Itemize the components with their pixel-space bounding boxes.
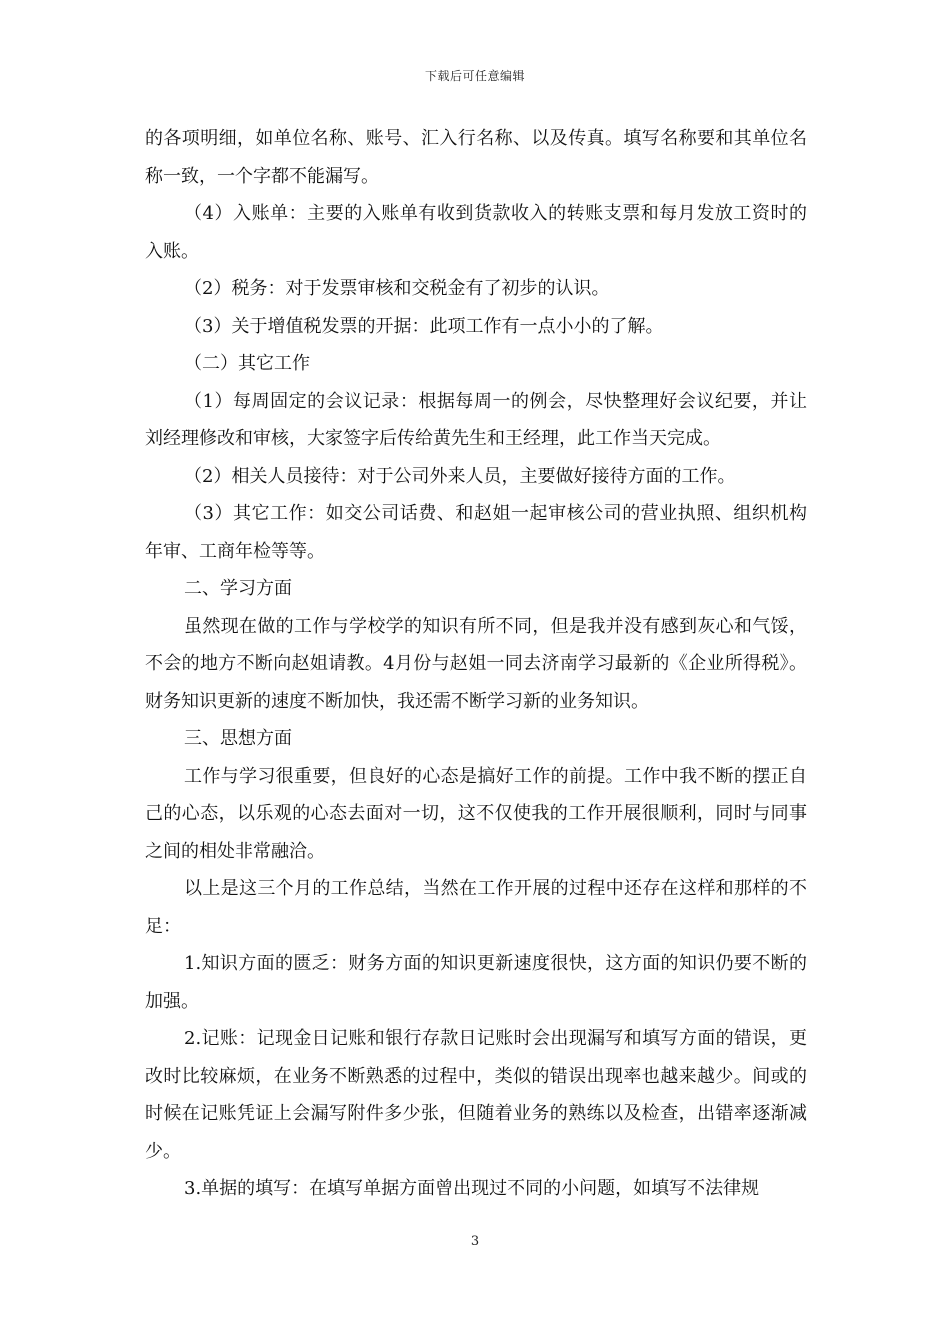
page-number: 3 bbox=[470, 1234, 480, 1249]
paragraph-2: （4）入账单：主要的入账单有收到货款收入的转账支票和每月发放工资时的入账。 bbox=[145, 203, 807, 262]
paragraph-3: （2）税务：对于发票审核和交税金有了初步的认识。 bbox=[184, 278, 610, 299]
section-heading-study: 二、学习方面 bbox=[184, 578, 292, 599]
paragraph-6: （1）每周固定的会议记录：根据每周一的例会，尽快整理好会议纪要，并让刘经理修改和审核，大家签字后传给黄先生和王经理，此工作当天完成。 bbox=[145, 390, 807, 449]
paragraph-4: （3）关于增值税发票的开据：此项工作有一点小小的了解。 bbox=[184, 315, 664, 337]
paragraph-1: 的各项明细，如单位名称、账号、汇入行名称、以及传真。填写名称要和其单位名称一致，一个字都不能漏写。 bbox=[145, 128, 807, 187]
paragraph-14: 1.知识方面的匮乏：财务方面的知识更新速度很快，这方面的知识仍要不断的加强。 bbox=[145, 953, 807, 1012]
section-heading-thinking: 三、思想方面 bbox=[184, 728, 292, 749]
paragraph-10: 虽然现在做的工作与学校学的知识有所不同，但是我并没有感到灰心和气馁，不会的地方不断向赵姐请教。4月份与赵姐一同去济南学习最新的《企业所得税》。财务知识更新的速度不断加快，我还需不断学习新的业务知识。 bbox=[145, 615, 807, 712]
page-header: 下载后可任意编辑 bbox=[424, 69, 525, 83]
paragraph-13: 以上是这三个月的工作总结，当然在工作开展的过程中还存在这样和那样的不足： bbox=[145, 878, 807, 937]
section-heading-other-work: （二）其它工作 bbox=[184, 353, 310, 374]
paragraph-12: 工作与学习很重要，但良好的心态是搞好工作的前提。工作中我不断的摆正自己的心态，以乐观的心态去面对一切，这不仅使我的工作开展很顺利，同时与同事之间的相处非常融洽。 bbox=[145, 765, 807, 862]
paragraph-15: 2.记账：记现金日记账和银行存款日记账时会出现漏写和填写方面的错误，更改时比较麻烦，在业务不断熟悉的过程中，类似的错误出现率也越来越少。间或的时候在记账凭证上会漏写附件多少张，但随着业务的熟练以及检查，出错率逐渐减少。 bbox=[145, 1028, 807, 1162]
paragraph-16: 3.单据的填写：在填写单据方面曾出现过不同的小问题，如填写不法律规 bbox=[184, 1178, 760, 1199]
document-body bbox=[145, 120, 807, 1208]
paragraph-7: （2）相关人员接待：对于公司外来人员，主要做好接待方面的工作。 bbox=[184, 465, 736, 487]
paragraph-8: （3）其它工作：如交公司话费、和赵姐一起审核公司的营业执照、组织机构年审、工商年检等等。 bbox=[145, 503, 807, 562]
